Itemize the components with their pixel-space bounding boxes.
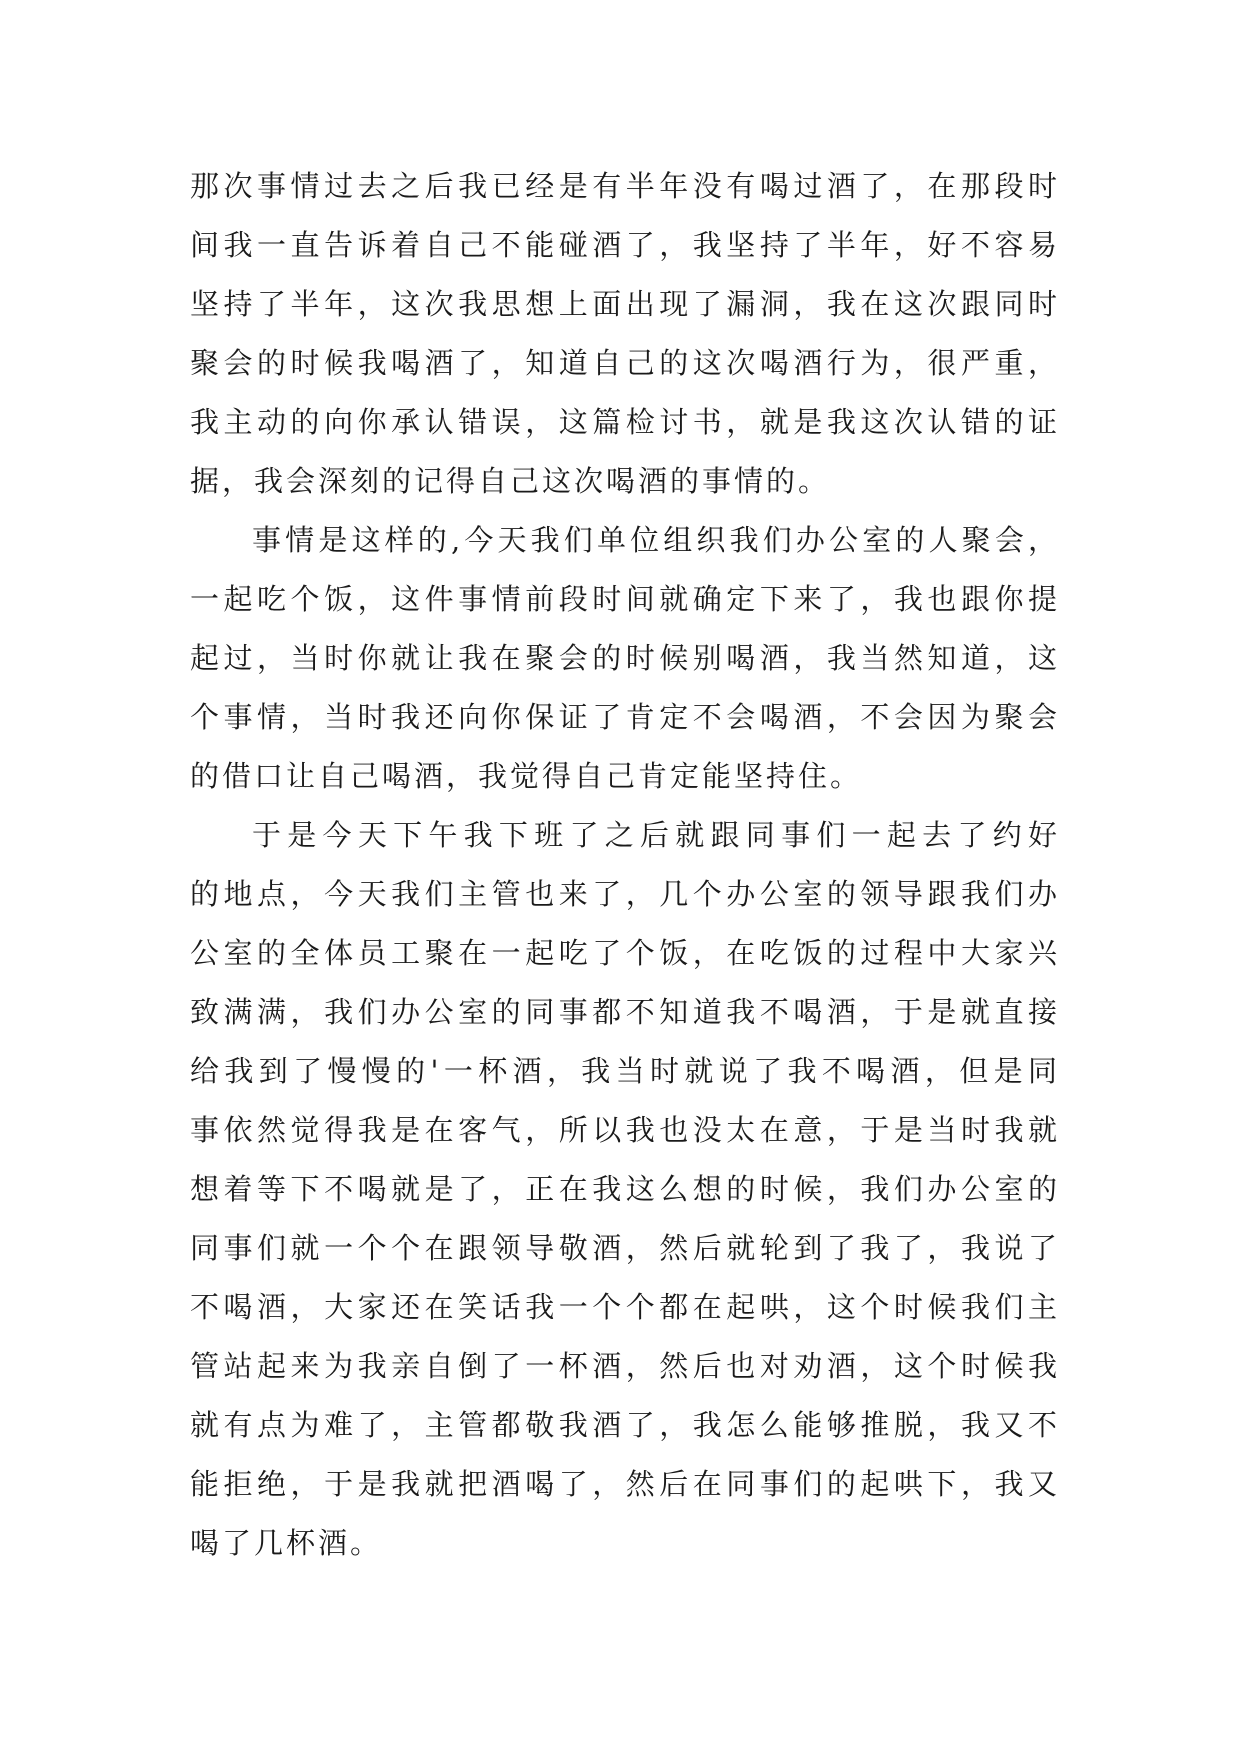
- text-line: 不喝酒，大家还在笑话我一个个都在起哄，这个时候我们主: [190, 1290, 1060, 1324]
- paragraph-1: [190, 157, 1060, 511]
- text-line: 给我到了慢慢的'一杯酒，我当时就说了我不喝酒，但是同: [190, 1054, 1060, 1088]
- text-line: 那次事情过去之后我已经是有半年没有喝过酒了，在那段时: [190, 169, 1060, 203]
- text-line: 公室的全体员工聚在一起吃了个饭，在吃饭的过程中大家兴: [190, 936, 1060, 970]
- text-line: 我主动的向你承认错误，这篇检讨书，就是我这次认错的证: [190, 405, 1060, 439]
- paragraph-2: [190, 511, 1060, 806]
- text-line: 的借口让自己喝酒，我觉得自己肯定能坚持住。: [190, 759, 863, 793]
- text-line: 同事们就一个个在跟领导敬酒，然后就轮到了我了，我说了: [190, 1231, 1060, 1265]
- text-line: 的地点，今天我们主管也来了，几个办公室的领导跟我们办: [190, 877, 1060, 911]
- text-line: 事情是这样的,今天我们单位组织我们办公室的人聚会，: [252, 523, 1060, 557]
- text-line: 能拒绝，于是我就把酒喝了，然后在同事们的起哄下，我又: [190, 1467, 1060, 1501]
- text-line: 于是今天下午我下班了之后就跟同事们一起去了约好: [252, 818, 1060, 852]
- text-line: 致满满，我们办公室的同事都不知道我不喝酒，于是就直接: [190, 995, 1060, 1029]
- text-line: 间我一直告诉着自己不能碰酒了，我坚持了半年，好不容易: [190, 228, 1060, 262]
- text-line: 坚持了半年，这次我思想上面出现了漏洞，我在这次跟同时: [190, 287, 1060, 321]
- text-line: 一起吃个饭，这件事情前段时间就确定下来了，我也跟你提: [190, 582, 1060, 616]
- text-line: 喝了几杯酒。: [190, 1526, 383, 1560]
- text-line: 想着等下不喝就是了，正在我这么想的时候，我们办公室的: [190, 1172, 1060, 1206]
- paragraph-3: [190, 806, 1060, 1573]
- text-line: 聚会的时候我喝酒了，知道自己的这次喝酒行为，很严重，: [190, 346, 1060, 380]
- text-line: 事依然觉得我是在客气，所以我也没太在意，于是当时我就: [190, 1113, 1060, 1147]
- text-line: 据，我会深刻的记得自己这次喝酒的事情的。: [190, 464, 831, 498]
- text-line: 起过，当时你就让我在聚会的时候别喝酒，我当然知道，这: [190, 641, 1060, 675]
- document-body: [190, 157, 1060, 1573]
- text-line: 管站起来为我亲自倒了一杯酒，然后也对劝酒，这个时候我: [190, 1349, 1060, 1383]
- text-line: 就有点为难了，主管都敬我酒了，我怎么能够推脱，我又不: [190, 1408, 1060, 1442]
- text-line: 个事情，当时我还向你保证了肯定不会喝酒，不会因为聚会: [190, 700, 1060, 734]
